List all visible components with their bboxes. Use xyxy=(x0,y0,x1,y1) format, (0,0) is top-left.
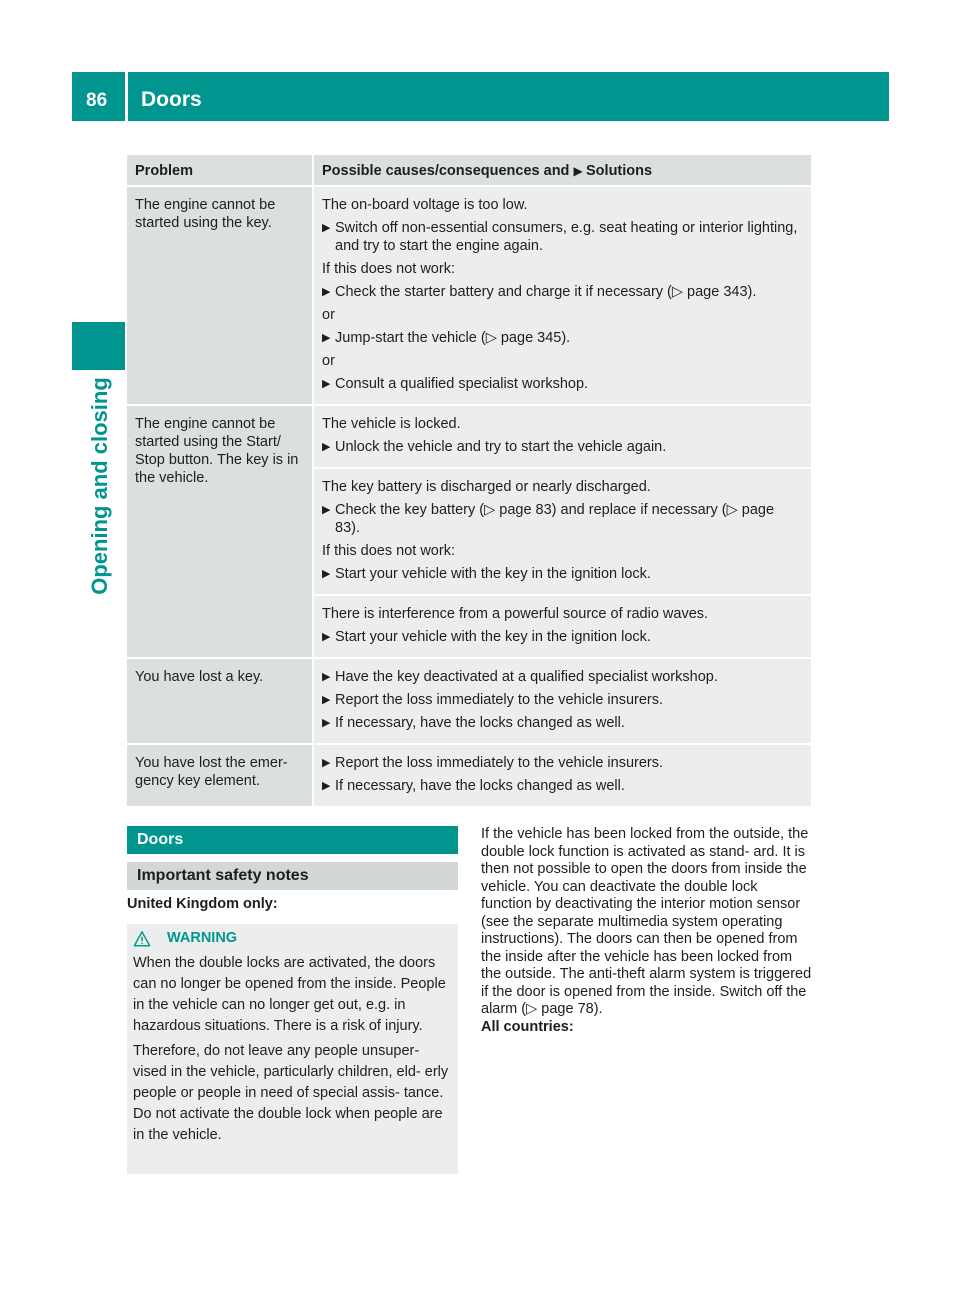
action-step-text: If necessary, have the locks changed as well. xyxy=(335,778,625,794)
problem-cell: The engine cannot be started using the key. xyxy=(127,187,312,404)
arrow-icon xyxy=(322,754,335,772)
uk-only-label: United Kingdom only: xyxy=(127,896,278,912)
chapter-marker xyxy=(72,322,125,370)
solution-cell xyxy=(314,187,811,404)
solution-cell xyxy=(314,406,811,657)
solution-block xyxy=(314,659,811,743)
arrow-icon xyxy=(322,777,335,795)
action-step-text: Consult a qualified specialist workshop. xyxy=(335,376,589,392)
header-problem: Problem xyxy=(127,155,312,185)
cause-text: There is interference from a powerful source of radio waves. xyxy=(322,606,709,622)
troubleshooting-table xyxy=(127,155,811,808)
action-step xyxy=(322,714,803,732)
action-step xyxy=(322,628,803,646)
table-header-row xyxy=(127,155,811,187)
action-step-text: Report the loss immediately to the vehicle insurers. xyxy=(335,755,664,771)
action-step-text: Start your vehicle with the key in the ignition lock. xyxy=(335,566,651,582)
action-step xyxy=(322,501,803,537)
warning-box xyxy=(127,924,458,1174)
action-step-text: If necessary, have the locks changed as well. xyxy=(335,715,625,731)
arrow-icon xyxy=(322,668,335,686)
right-column xyxy=(481,826,812,1036)
solution-cell xyxy=(314,745,811,806)
warning-title: WARNING xyxy=(167,930,238,946)
action-step xyxy=(322,219,803,255)
cause-text: If this does not work: xyxy=(322,261,455,277)
table-row xyxy=(127,187,811,406)
chapter-label: Opening and closing xyxy=(87,377,112,595)
arrow-icon xyxy=(322,283,335,301)
problem-cell: You have lost the emer- gency key element. xyxy=(127,745,312,806)
action-step-text: Jump-start the vehicle (▷ page 345). xyxy=(335,330,571,346)
section-heading: Doors xyxy=(127,826,458,854)
action-step xyxy=(322,691,803,709)
arrow-icon xyxy=(322,329,335,347)
problem-cell: The engine cannot be started using the Start/ Stop button. The key is in the vehicle. xyxy=(127,406,312,657)
action-step xyxy=(322,754,803,772)
solution-block xyxy=(314,469,811,596)
arrow-icon xyxy=(322,438,335,456)
arrow-icon xyxy=(322,219,335,255)
arrow-icon xyxy=(322,691,335,709)
action-step-text: Start your vehicle with the key in the ignition lock. xyxy=(335,629,651,645)
header-solutions-pre: Possible causes/consequences and xyxy=(322,163,570,179)
header-solutions xyxy=(314,155,811,185)
warning-header xyxy=(133,928,450,949)
page-title: Doors xyxy=(141,88,202,111)
header-divider xyxy=(125,72,128,121)
double-lock-paragraph: If the vehicle has been locked from the outside, the double lock function is activated as stand- ard. It is then not possible to open the doors from inside the vehicle. You can deactivate the double lock function by deactivating the interior motion sensor (see the separate multimedia system operating instructions). The doors can then be opened from the inside after the vehicle has been locked from the outside. The anti-theft alarm system is triggered if the door is opened from the inside. Switch off the alarm (▷ page 78). xyxy=(481,826,812,1017)
action-step-text: Check the starter battery and charge it if necessary (▷ page 343). xyxy=(335,284,757,300)
table-row xyxy=(127,659,811,745)
action-step-text: Switch off non-essential consumers, e.g. seat heating or interior lighting, and try to start the engine again. xyxy=(335,220,798,254)
page-number: 86 xyxy=(86,90,108,111)
action-step-text: Report the loss immediately to the vehicle insurers. xyxy=(335,692,664,708)
cause-text: The on-board voltage is too low. xyxy=(322,197,528,213)
warning-triangle-icon xyxy=(133,930,151,948)
action-step xyxy=(322,777,803,795)
cause-text: The vehicle is locked. xyxy=(322,416,461,432)
action-step-text: Have the key deactivated at a qualified specialist workshop. xyxy=(335,669,718,685)
action-step xyxy=(322,438,803,456)
arrow-icon xyxy=(322,565,335,583)
cause-text: The key battery is discharged or nearly discharged. xyxy=(322,479,651,495)
action-step xyxy=(322,668,803,686)
section-subheading: Important safety notes xyxy=(127,862,458,890)
action-step xyxy=(322,375,803,393)
arrow-icon xyxy=(322,501,335,537)
action-step xyxy=(322,329,803,347)
arrow-icon xyxy=(322,375,335,393)
solution-block xyxy=(314,406,811,469)
table-row xyxy=(127,745,811,808)
solution-block xyxy=(314,596,811,657)
warning-paragraph-1: When the double locks are activated, the doors can no longer be opened from the inside. People in the vehicle can no longer get out, e.g. in hazardous situations. There is a risk of injury. xyxy=(133,955,446,1034)
action-step xyxy=(322,283,803,301)
table-body xyxy=(127,187,811,808)
all-countries-label: All countries: xyxy=(481,1018,574,1035)
solution-block xyxy=(314,187,811,404)
header-solutions-post: Solutions xyxy=(586,163,653,179)
arrow-icon xyxy=(322,714,335,732)
cause-text: or xyxy=(322,353,335,369)
action-step-text: Check the key battery (▷ page 83) and replace if necessary (▷ page 83). xyxy=(335,502,775,536)
arrow-icon xyxy=(322,628,335,646)
arrow-icon: ▶ xyxy=(573,164,587,178)
action-step-text: Unlock the vehicle and try to start the vehicle again. xyxy=(335,439,667,455)
cause-text: or xyxy=(322,307,335,323)
page-header xyxy=(72,72,889,121)
solution-cell xyxy=(314,659,811,743)
cause-text: If this does not work: xyxy=(322,543,455,559)
solution-block xyxy=(314,745,811,806)
action-step xyxy=(322,565,803,583)
problem-cell: You have lost a key. xyxy=(127,659,312,743)
table-row xyxy=(127,406,811,659)
warning-paragraph-2: Therefore, do not leave any people unsuper- vised in the vehicle, particularly children, eld- erly people or people in need of special assis- tance. Do not activate the double lock when people are in the vehicle. xyxy=(133,1043,449,1143)
